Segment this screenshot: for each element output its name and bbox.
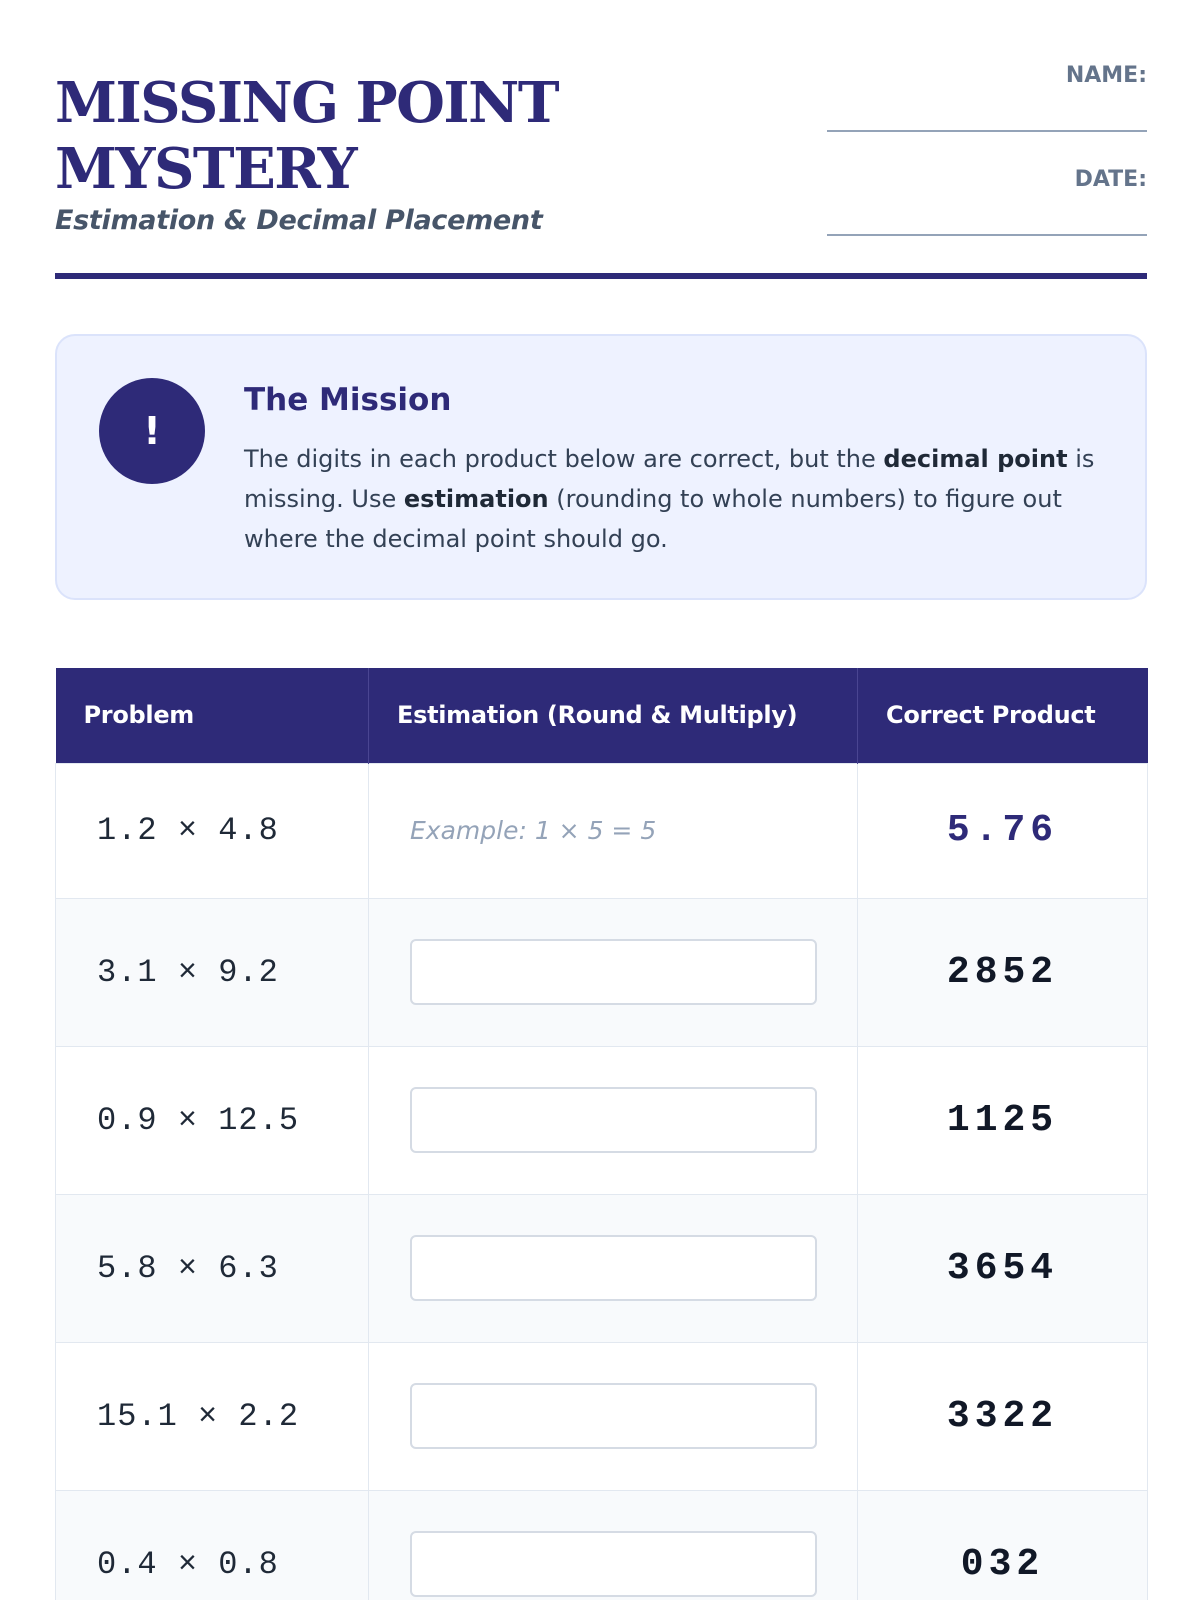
table-header-row (56, 668, 1148, 763)
product-cell: 032 (858, 1490, 1148, 1600)
estimation-input[interactable] (410, 1531, 817, 1597)
product-cell: 3654 (858, 1194, 1148, 1342)
product-cell: 1125 (858, 1046, 1148, 1194)
header-divider (55, 273, 1147, 279)
estimation-cell (369, 1490, 858, 1600)
estimation-input[interactable] (410, 1383, 817, 1449)
date-label: DATE: (1074, 167, 1147, 192)
worksheet-header (55, 0, 1147, 282)
page-title (55, 70, 615, 202)
mission-text-bold-1: decimal point (883, 445, 1068, 473)
estimation-cell (369, 1194, 858, 1342)
estimation-cell (369, 1046, 858, 1194)
exclamation-icon: ! (99, 378, 205, 484)
estimation-cell (369, 763, 858, 898)
table-row (56, 763, 1148, 898)
table-row (56, 1342, 1148, 1490)
problem-cell: 0.9 × 12.5 (56, 1046, 369, 1194)
problem-cell: 15.1 × 2.2 (56, 1342, 369, 1490)
mission-text-bold-2: estimation (403, 485, 549, 513)
mission-box (55, 334, 1147, 600)
title-line-1: MISSING POINT (55, 70, 558, 136)
table-row (56, 898, 1148, 1046)
mission-text-part-2: is missing. Use (244, 445, 1095, 513)
problem-cell: 1.2 × 4.8 (56, 763, 369, 898)
mission-text-part-3: (rounding to whole numbers) to figure out where the decimal point should go. (244, 485, 1062, 553)
name-field[interactable] (827, 63, 1147, 132)
estimation-example: Example: 1 × 5 = 5 (410, 816, 657, 845)
product-cell: 5.76 (858, 763, 1148, 898)
estimation-cell (369, 1342, 858, 1490)
column-header-problem: Problem (56, 668, 369, 763)
estimation-input[interactable] (410, 1235, 817, 1301)
estimation-input[interactable] (410, 939, 817, 1005)
problem-cell: 3.1 × 9.2 (56, 898, 369, 1046)
worksheet (55, 0, 1147, 1586)
mission-title: The Mission (244, 382, 452, 418)
problems-table (55, 668, 1148, 1600)
product-cell: 3322 (858, 1342, 1148, 1490)
title-line-2: MYSTERY (55, 136, 357, 202)
column-header-estimation: Estimation (Round & Multiply) (369, 668, 858, 763)
problem-cell: 0.4 × 0.8 (56, 1490, 369, 1600)
table-row (56, 1046, 1148, 1194)
product-cell: 2852 (858, 898, 1148, 1046)
estimation-cell (369, 898, 858, 1046)
page-subtitle: Estimation & Decimal Placement (55, 205, 543, 236)
table-row (56, 1194, 1148, 1342)
table-row (56, 1490, 1148, 1600)
mission-text-part-1: The digits in each product below are correct, but the (244, 445, 884, 473)
column-header-product: Correct Product (858, 668, 1148, 763)
name-label: NAME: (1065, 63, 1147, 88)
date-field[interactable] (827, 167, 1147, 236)
estimation-input[interactable] (410, 1087, 817, 1153)
mission-instructions (244, 439, 1104, 559)
problem-cell: 5.8 × 6.3 (56, 1194, 369, 1342)
